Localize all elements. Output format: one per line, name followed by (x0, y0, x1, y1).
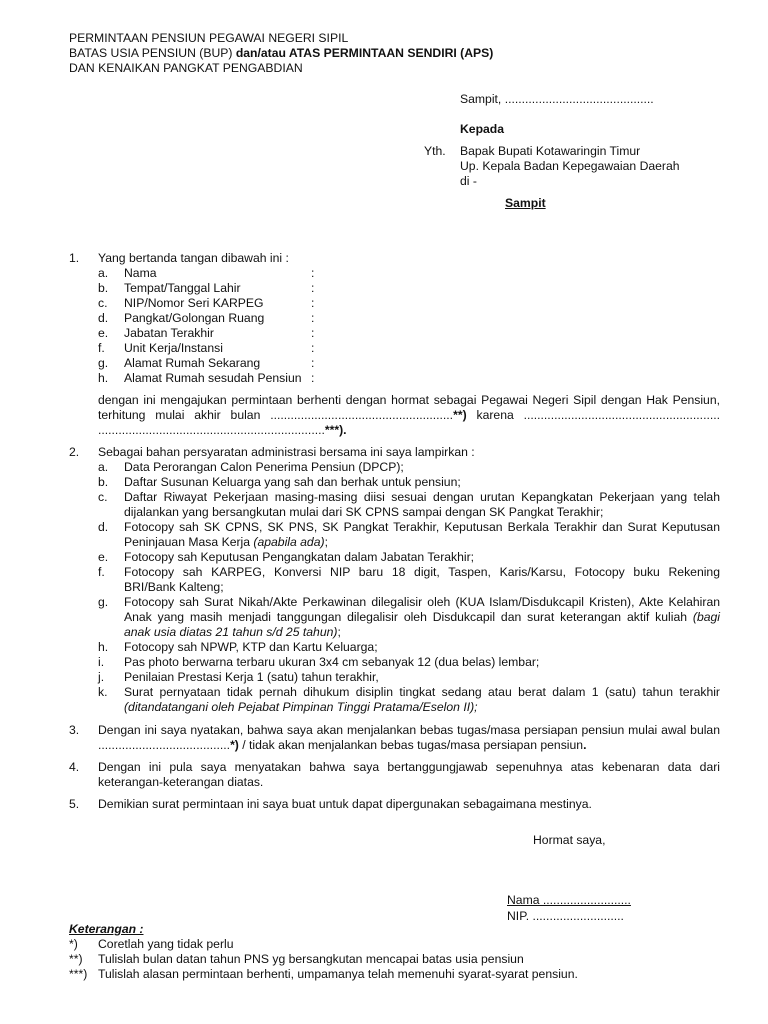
section2-number: 2. (69, 445, 80, 459)
field-letter: a. (98, 266, 109, 280)
field-colon: : (311, 266, 315, 280)
note-text: Tulislah bulan datan tahun PNS yg bersangkutan mencapai batas usia pensiun (98, 952, 524, 966)
field-label-alamat-pensiun: Alamat Rumah sesudah Pensiun (124, 371, 302, 385)
field-label-alamat-sekarang: Alamat Rumah Sekarang (124, 356, 261, 370)
field-label-nama: Nama (124, 266, 157, 280)
footnote-mark: **) (453, 408, 467, 422)
field-row (0, 371, 768, 386)
place-date: Sampit, ............................................ (460, 92, 654, 106)
section4-line1: Dengan ini pula saya menyatakan bahwa saya bertanggungjawab sepenuhnya atas kebenaran data dari (98, 760, 720, 774)
italic-text: (bagi (692, 610, 720, 624)
recipient-line2: Up. Kepala Badan Kepegawaian Daerah (460, 159, 680, 173)
attachment-g-line3 (124, 625, 341, 640)
item-letter: i. (98, 655, 105, 669)
attachment-d-line2 (124, 535, 328, 550)
field-colon: : (311, 356, 315, 370)
attachment-k-line2: (ditandatangani oleh Pejabat Pimpinan Tinggi Pratama/Eselon II); (124, 700, 478, 714)
recipient-line3: di - (460, 174, 477, 188)
attachment-f-line2: BRI/Bank Kalteng; (124, 580, 224, 594)
section1-paragraph-line2 (98, 408, 720, 423)
field-row (0, 296, 768, 311)
attachment-f-line1: Fotocopy sah KARPEG, Konversi NIP baru 18 digit, Taspen, Karis/Karsu, Fotocopy buku Rekening (124, 565, 720, 579)
header-line2-bold: dan/atau ATAS PERMINTAAN SENDIRI (APS) (235, 46, 494, 60)
field-letter: f. (98, 341, 105, 355)
field-label-pangkat: Pangkat/Golongan Ruang (124, 311, 265, 325)
header-title-line1: PERMINTAAN PENSIUN PEGAWAI NEGERI SIPIL (69, 31, 349, 45)
field-letter: h. (98, 371, 109, 385)
attachment-c-line2: dijalankan yang bersangkutan mulai dari SK CPNS sampai dengan SK Pangkat Terakhir; (124, 505, 604, 519)
section3-line2 (98, 738, 586, 753)
item-letter: k. (98, 685, 108, 699)
footnote-mark: *) (230, 738, 239, 752)
attachment-h: Fotocopy sah NPWP, KTP dan Kartu Keluarga; (124, 640, 378, 654)
field-row (0, 281, 768, 296)
section2-intro: Sebagai bahan persyaratan administrasi bersama ini saya lampirkan : (98, 445, 475, 459)
item-letter: d. (98, 520, 109, 534)
section4-number: 4. (69, 760, 80, 774)
header-line2-normal: BATAS USIA PENSIUN (BUP) (69, 46, 236, 60)
attachment-a: Data Perorangan Calon Penerima Pensiun (DPCP); (124, 460, 404, 474)
attachment-g-line2 (124, 610, 720, 625)
text: terhitung mulai akhir bulan ...................................................... (98, 408, 454, 422)
field-letter: e. (98, 326, 109, 340)
closing-text: Hormat saya, (533, 833, 606, 847)
item-letter: h. (98, 640, 109, 654)
text: Anak yang masih menjadi tanggungan dilegalisir oleh Disdukcapil dan surat keterangan aktif kuliah (124, 610, 693, 624)
attachment-d-line1: Fotocopy sah SK CPNS, SK PNS, SK Pangkat Terakhir, Keputusan Berkala Terakhir dan Surat Keputusan (124, 520, 720, 534)
text: ; (337, 625, 341, 639)
section3-line1: Dengan ini saya nyatakan, bahwa saya akan menjalankan bebas tugas/masa persiapan pensiun mulai awal bulan (98, 723, 720, 737)
attachment-i: Pas photo berwarna terbaru ukuran 3x4 cm sebanyak 12 (dua belas) lembar; (124, 655, 540, 669)
field-label-ttl: Tempat/Tanggal Lahir (124, 281, 241, 295)
field-row (0, 356, 768, 371)
section1-number: 1. (69, 251, 80, 265)
note-mark: *) (69, 937, 78, 951)
section5-number: 5. (69, 797, 80, 811)
field-row (0, 326, 768, 341)
section4-line2: keterangan-keterangan diatas. (98, 775, 264, 789)
section1-paragraph-line3 (98, 423, 347, 438)
text: karena .......................................................... (466, 408, 720, 422)
attachment-g-line1: Fotocopy sah Surat Nikah/Akte Perkawinan dilegalisir oleh (KUA Islam/Disdukcapil Kristen), Akte Kelahiran (124, 595, 720, 609)
item-letter: b. (98, 475, 109, 489)
field-colon: : (311, 341, 315, 355)
text: / tidak akan menjalankan bebas tugas/masa persiapan pensiun (238, 738, 584, 752)
footnote-mark: ***). (324, 423, 347, 437)
item-letter: c. (98, 490, 108, 504)
header-title-line2 (69, 46, 493, 61)
attachment-c-line1: Daftar Riwayat Pekerjaan masing-masing diisi sesuai dengan urutan Kepangkatan Pekerjaan yang telah (124, 490, 720, 504)
item-letter: j. (98, 670, 105, 684)
italic-text: (apabila ada) (253, 535, 325, 549)
note-mark: ***) (69, 967, 88, 981)
field-label-nip: NIP/Nomor Seri KARPEG (124, 296, 264, 310)
item-letter: a. (98, 460, 109, 474)
yth-label: Yth. (424, 144, 446, 158)
text: . (583, 738, 587, 752)
field-letter: g. (98, 356, 109, 370)
field-letter: d. (98, 311, 109, 325)
text: Peninjauan Masa Kerja (124, 535, 254, 549)
field-row (0, 341, 768, 356)
item-letter: e. (98, 550, 109, 564)
signature-name: Nama .......................... (507, 893, 631, 907)
italic-text: anak usia diatas 21 tahun s/d 25 tahun) (124, 625, 338, 639)
field-colon: : (311, 371, 315, 385)
attachment-k-line1: Surat pernyataan tidak pernah dihukum disiplin tingkat sedang atau berat dalam 1 (satu) tahun terakhir (124, 685, 720, 699)
attachment-e: Fotocopy sah Keputusan Pengangkatan dalam Jabatan Terakhir; (124, 550, 475, 564)
field-colon: : (311, 311, 315, 325)
note-mark: **) (69, 952, 83, 966)
field-letter: c. (98, 296, 108, 310)
field-label-unit-kerja: Unit Kerja/Instansi (124, 341, 223, 355)
text: ................................................................... (98, 423, 325, 437)
kepada-label: Kepada (460, 122, 505, 136)
field-colon: : (311, 326, 315, 340)
section1-paragraph-line1: dengan ini mengajukan permintaan berhenti dengan hormat sebagai Pegawai Negeri Sipil dengan Hak Pensiun, (98, 393, 720, 407)
text: ....................................... (98, 738, 231, 752)
recipient-city: Sampit (505, 196, 546, 210)
attachment-j: Penilaian Prestasi Kerja 1 (satu) tahun terakhir, (124, 670, 379, 684)
text: ; (324, 535, 328, 549)
field-letter: b. (98, 281, 109, 295)
note-text: Coretlah yang tidak perlu (98, 937, 234, 951)
section1-intro: Yang bertanda tangan dibawah ini : (98, 251, 289, 265)
field-colon: : (311, 281, 315, 295)
attachment-b: Daftar Susunan Keluarga yang sah dan berhak untuk pensiun; (124, 475, 461, 489)
item-letter: g. (98, 595, 109, 609)
section5-line1: Demikian surat permintaan ini saya buat untuk dapat dipergunakan sebagaimana mestinya. (98, 797, 592, 811)
header-title-line3: DAN KENAIKAN PANGKAT PENGABDIAN (69, 61, 303, 75)
field-colon: : (311, 296, 315, 310)
notes-title: Keterangan : (69, 922, 144, 936)
field-label-jabatan: Jabatan Terakhir (124, 326, 214, 340)
field-row (0, 266, 768, 281)
signature-nip: NIP. ........................... (507, 909, 624, 923)
note-text: Tulislah alasan permintaan berhenti, umpamanya telah memenuhi syarat-syarat pensiun. (98, 967, 578, 981)
section3-number: 3. (69, 723, 80, 737)
item-letter: f. (98, 565, 105, 579)
recipient-line1: Bapak Bupati Kotawaringin Timur (460, 144, 641, 158)
field-row (0, 311, 768, 326)
